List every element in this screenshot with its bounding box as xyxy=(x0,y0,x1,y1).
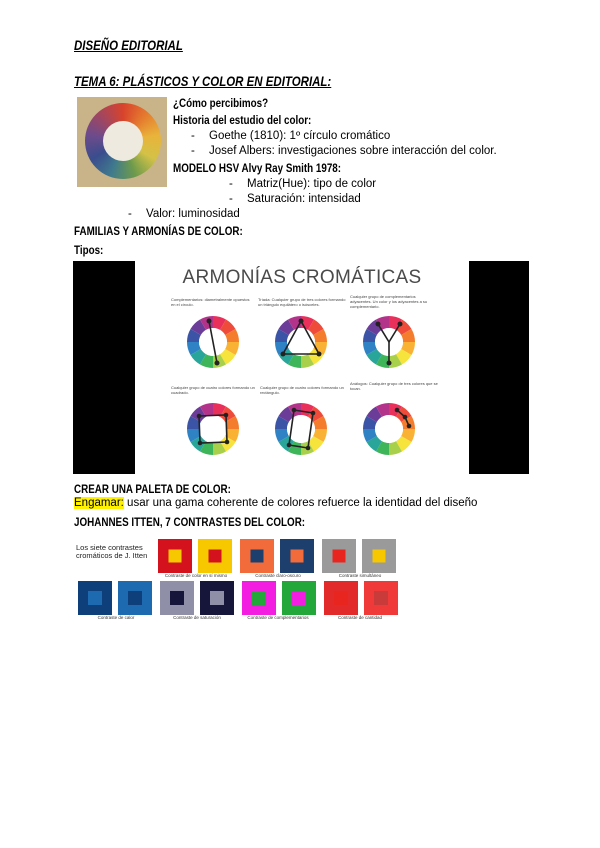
palette-heading: CREAR UNA PALETA DE COLOR: xyxy=(74,482,231,496)
types-label: Tipos: xyxy=(74,243,104,257)
itten-heading: JOHANNES ITTEN, 7 CONTRASTES DEL COLOR: xyxy=(74,515,306,529)
itten-caption-7: Contraste de cantidad xyxy=(337,615,383,620)
itten-swatch-inner xyxy=(209,550,222,563)
itten-caption-1: Contraste de color en sí mismo xyxy=(164,573,228,578)
itten-swatch-inner xyxy=(210,591,224,605)
hsv-item-value: - Valor: luminosidad xyxy=(146,208,240,220)
families-heading: FAMILIAS Y ARMONÍAS DE COLOR: xyxy=(74,224,243,238)
itten-swatch-inner xyxy=(251,550,264,563)
black-bar-left xyxy=(73,261,135,474)
history-item-albers: - Josef Albers: investigaciones sobre interacción del color. xyxy=(209,145,497,157)
card-text-complementary: Complementarios: diametralmente opuestos en el círculo. xyxy=(171,297,250,307)
itten-swatch xyxy=(200,581,234,615)
itten-swatch-inner xyxy=(169,550,182,563)
wheel-triad xyxy=(275,316,327,368)
itten-swatch xyxy=(364,581,398,615)
itten-caption-5: Contraste de saturación xyxy=(173,615,221,620)
itten-swatch xyxy=(160,581,194,615)
perception-question: ¿Cómo percibimos? xyxy=(173,96,269,110)
itten-caption-4: Contraste de calor xyxy=(97,615,135,620)
itten-swatch-inner xyxy=(334,591,348,605)
itten-caption-2: Contraste claro-oscuro xyxy=(255,573,301,578)
itten-swatch xyxy=(280,539,314,573)
card-text-triad: Tríada: Cualquier grupo de tres colores formando un triángulo equilátero o isósceles. xyxy=(258,297,346,307)
itten-swatch xyxy=(242,581,276,615)
itten-swatch-inner xyxy=(88,591,102,605)
itten-row-1 xyxy=(158,539,398,573)
itten-swatch-inner xyxy=(373,550,386,563)
itten-swatch xyxy=(324,581,358,615)
history-item-goethe: - Goethe (1810): 1º círculo cromático xyxy=(209,130,390,142)
card-text-rectangle: Cualquier grupo de cuatro colores formando un rectángulo. xyxy=(260,385,344,395)
itten-swatch xyxy=(118,581,152,615)
palette-line xyxy=(74,497,477,509)
itten-swatch-inner xyxy=(170,591,184,605)
wheel-square xyxy=(187,403,239,455)
itten-label: Los siete contrastes cromáticos de J. Itten xyxy=(76,543,148,560)
itten-swatch-inner xyxy=(252,591,266,605)
goethe-color-wheel-image xyxy=(77,97,167,187)
itten-swatch-inner xyxy=(374,591,388,605)
harmony-title: ARMONÍAS CROMÁTICAS xyxy=(182,267,422,288)
itten-caption-6: Contraste de complementarios xyxy=(247,615,309,620)
itten-row-2 xyxy=(78,581,398,615)
hsv-item-saturation: - Saturación: intensidad xyxy=(247,193,361,205)
wheel-rectangle xyxy=(275,403,327,455)
wheel-complementary xyxy=(187,316,239,368)
history-heading: Historia del estudio del color: xyxy=(173,113,312,127)
itten-swatch xyxy=(78,581,112,615)
palette-text: usar una gama coherente de colores refuerce la identidad del diseño xyxy=(123,497,478,509)
itten-swatch xyxy=(198,539,232,573)
wheel-split-complementary xyxy=(363,316,415,368)
itten-swatch-inner xyxy=(291,550,304,563)
black-bar-right xyxy=(469,261,529,474)
itten-swatch xyxy=(322,539,356,573)
itten-swatch-inner xyxy=(292,591,306,605)
hsv-item-hue: - Matriz(Hue): tipo de color xyxy=(247,178,376,190)
wheel-center xyxy=(103,121,143,161)
itten-swatch-inner xyxy=(333,550,346,563)
document-title: DISEÑO EDITORIAL xyxy=(74,37,183,53)
itten-caption-3: Contraste simultáneo xyxy=(338,573,382,578)
card-text-analogous: Análogos: Cualquier grupo de tres colores que se tocan. xyxy=(350,381,438,391)
topic-heading: TEMA 6: PLÁSTICOS Y COLOR EN EDITORIAL: xyxy=(74,73,332,89)
harmony-wheels-svg xyxy=(135,261,469,474)
hsv-heading: MODELO HSV Alvy Ray Smith 1978: xyxy=(173,161,342,175)
wheel-analogous xyxy=(363,403,415,455)
itten-swatch xyxy=(158,539,192,573)
card-text-split: Cualquier grupo de complementarios adyacentes. Un color y los adyacentes a su complementario. xyxy=(350,294,428,309)
itten-swatch xyxy=(240,539,274,573)
palette-highlight: Engamar: xyxy=(74,497,124,509)
itten-swatch xyxy=(362,539,396,573)
card-text-square: Cualquier grupo de cuatro colores formando un cuadrado. xyxy=(171,385,255,395)
itten-swatch xyxy=(282,581,316,615)
itten-swatch-inner xyxy=(128,591,142,605)
